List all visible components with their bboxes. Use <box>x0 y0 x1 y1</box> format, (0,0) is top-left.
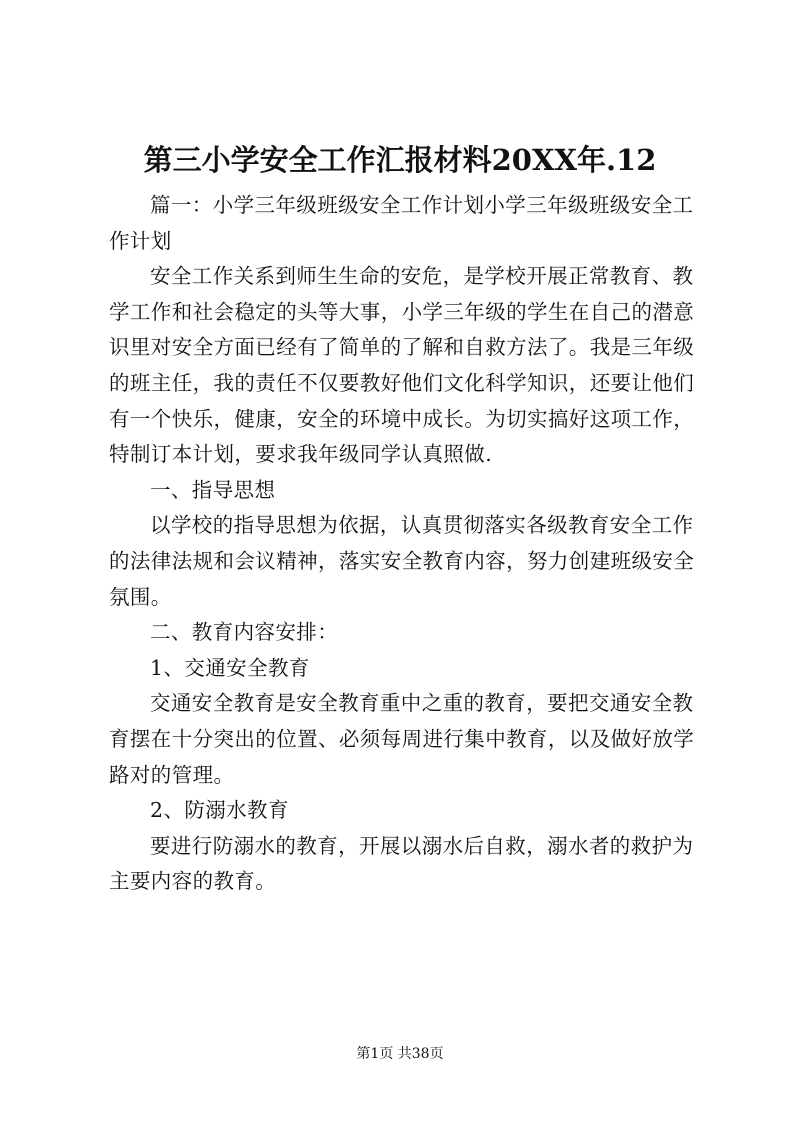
paragraph-traffic-safety: 交通安全教育是安全教育重中之重的教育，要把交通安全教育摆在十分突出的位置、必须每周进行集中教育，以及做好放学路对的管理。 <box>109 691 695 787</box>
paragraph-drowning-prevention: 要进行防溺水的教育，开展以溺水后自救，溺水者的救护为主要内容的教育。 <box>109 833 694 894</box>
document-title: 第三小学安全工作汇报材料20XX年.12 <box>143 143 657 177</box>
heading-guiding-ideology: 一、指导思想 <box>150 477 276 502</box>
page-number-footer: 第1页 共38页 <box>356 1046 444 1062</box>
heading-education-content: 二、教育内容安排： <box>150 620 339 645</box>
heading-traffic-safety: 1、交通安全教育 <box>150 655 310 680</box>
document-body <box>109 188 709 900</box>
paragraph-guiding-ideology: 以学校的指导思想为依据，认真贯彻落实各级教育安全工作的法律法规和会议精神，落实安全教育内容，努力创建班级安全氛围。 <box>109 513 695 609</box>
paragraph-intro: 安全工作关系到师生生命的安危，是学校开展正常教育、教学工作和社会稳定的头等大事，小学三年级的学生在自己的潜意识里对安全方面已经有了简单的了解和自救方法了。我是三年级的班主任，我的责任不仅要教好他们文化科学知识，还要让他们有一个快乐，健康，安全的环境中成长。为切实搞好这项工作，特制订本计划，要求我年级同学认真照做. <box>109 264 695 467</box>
paragraph-section-heading: 篇一：小学三年级班级安全工作计划小学三年级班级安全工作计划 <box>109 193 694 253</box>
heading-drowning-prevention: 2、防溺水教育 <box>150 798 289 823</box>
